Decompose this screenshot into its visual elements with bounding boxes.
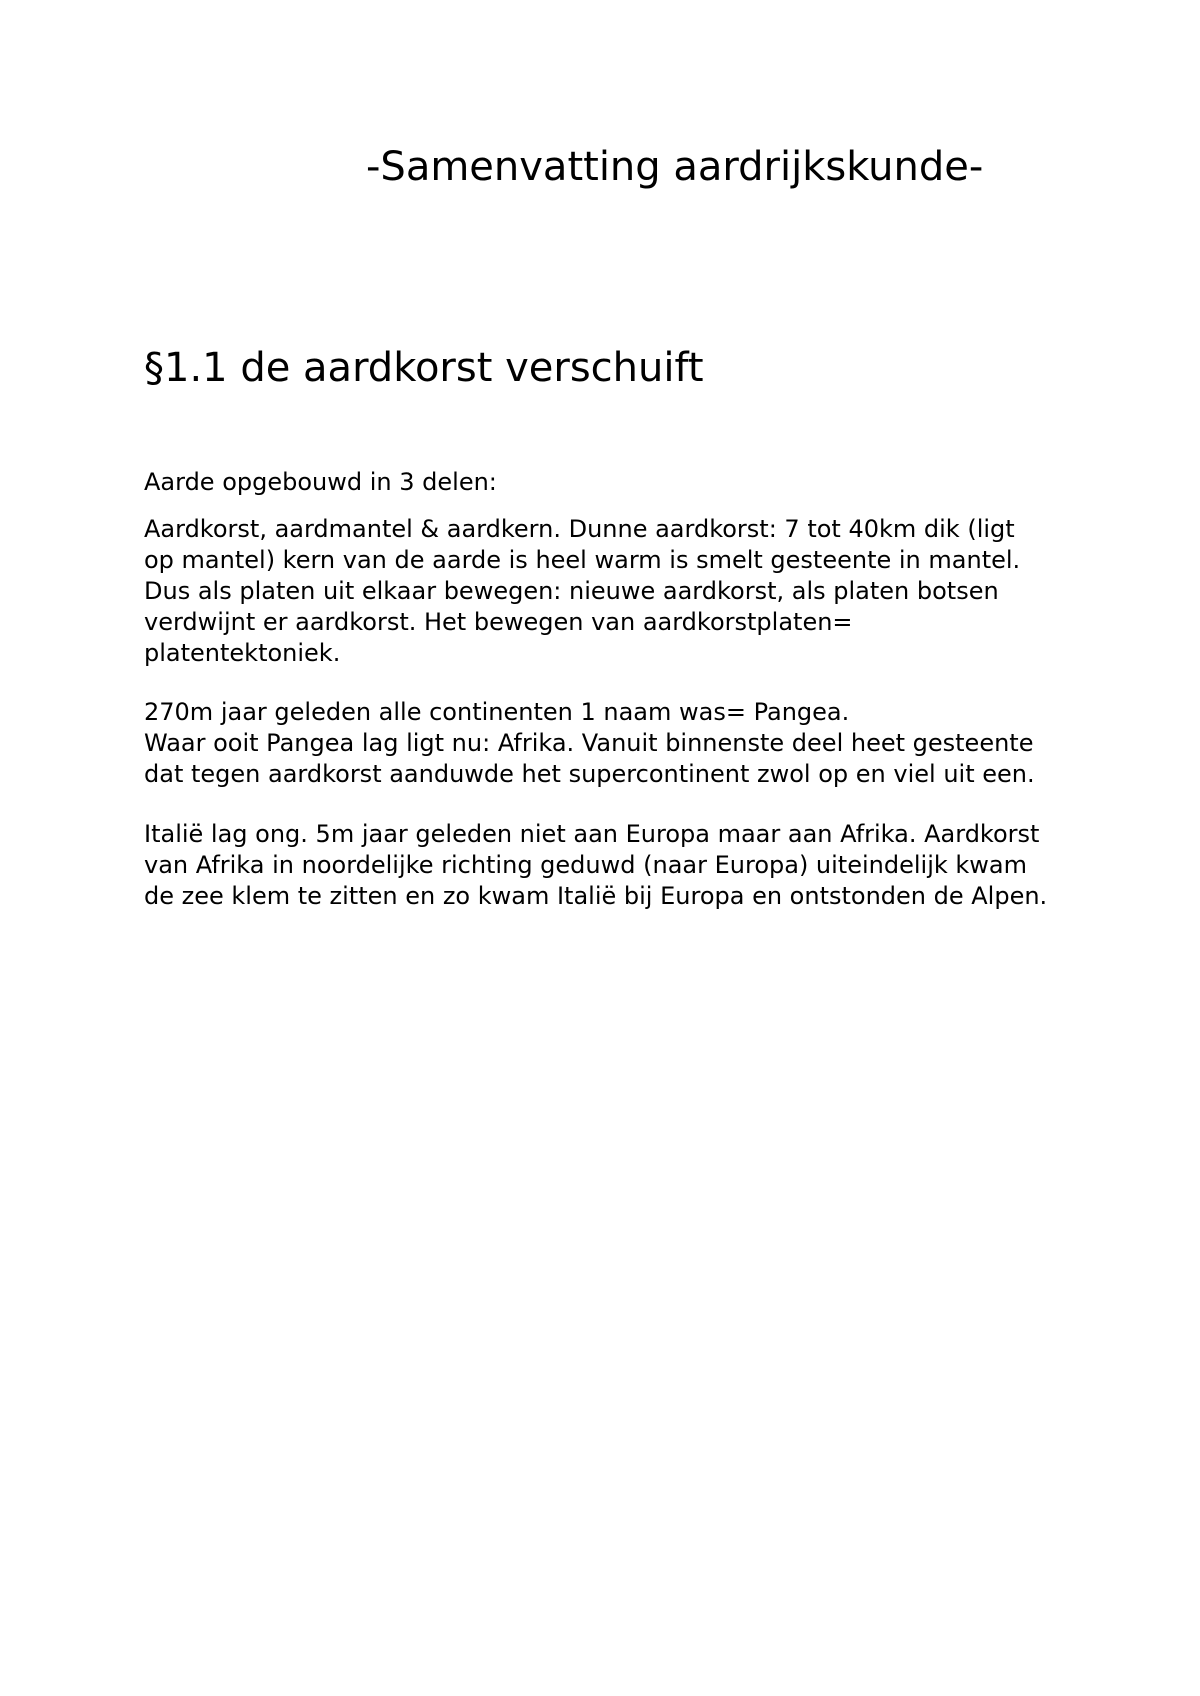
paragraph-line: platentektoniek. bbox=[144, 639, 341, 667]
paragraph-line: op mantel) kern van de aarde is heel warm is smelt gesteente in mantel. bbox=[144, 546, 1021, 574]
paragraph-italie bbox=[144, 819, 1084, 912]
intro-text: Aarde opgebouwd in 3 delen: bbox=[144, 468, 497, 496]
paragraph-aardkorst bbox=[144, 514, 1084, 669]
paragraph-line: Dus als platen uit elkaar bewegen: nieuwe aardkorst, als platen botsen bbox=[144, 577, 999, 605]
paragraph-line: van Afrika in noordelijke richting geduwd (naar Europa) uiteindelijk kwam bbox=[144, 851, 1028, 879]
paragraph-pangea bbox=[144, 697, 1084, 790]
paragraph-line: dat tegen aardkorst aanduwde het supercontinent zwol op en viel uit een. bbox=[144, 760, 1035, 788]
section-heading: §1.1 de aardkorst verschuift bbox=[144, 345, 704, 391]
paragraph-line: 270m jaar geleden alle continenten 1 naam was= Pangea. bbox=[144, 698, 850, 726]
paragraph-line: Italië lag ong. 5m jaar geleden niet aan Europa maar aan Afrika. Aardkorst bbox=[144, 820, 1040, 848]
paragraph-line: de zee klem te zitten en zo kwam Italië bij Europa en ontstonden de Alpen. bbox=[144, 882, 1048, 910]
paragraph-line: Waar ooit Pangea lag ligt nu: Afrika. Vanuit binnenste deel heet gesteente bbox=[144, 729, 1034, 757]
paragraph-line: verdwijnt er aardkorst. Het bewegen van aardkorstplaten= bbox=[144, 608, 853, 636]
document-title: -Samenvatting aardrijkskunde- bbox=[366, 144, 984, 190]
paragraph-line: Aardkorst, aardmantel & aardkern. Dunne aardkorst: 7 tot 40km dik (ligt bbox=[144, 515, 1015, 543]
